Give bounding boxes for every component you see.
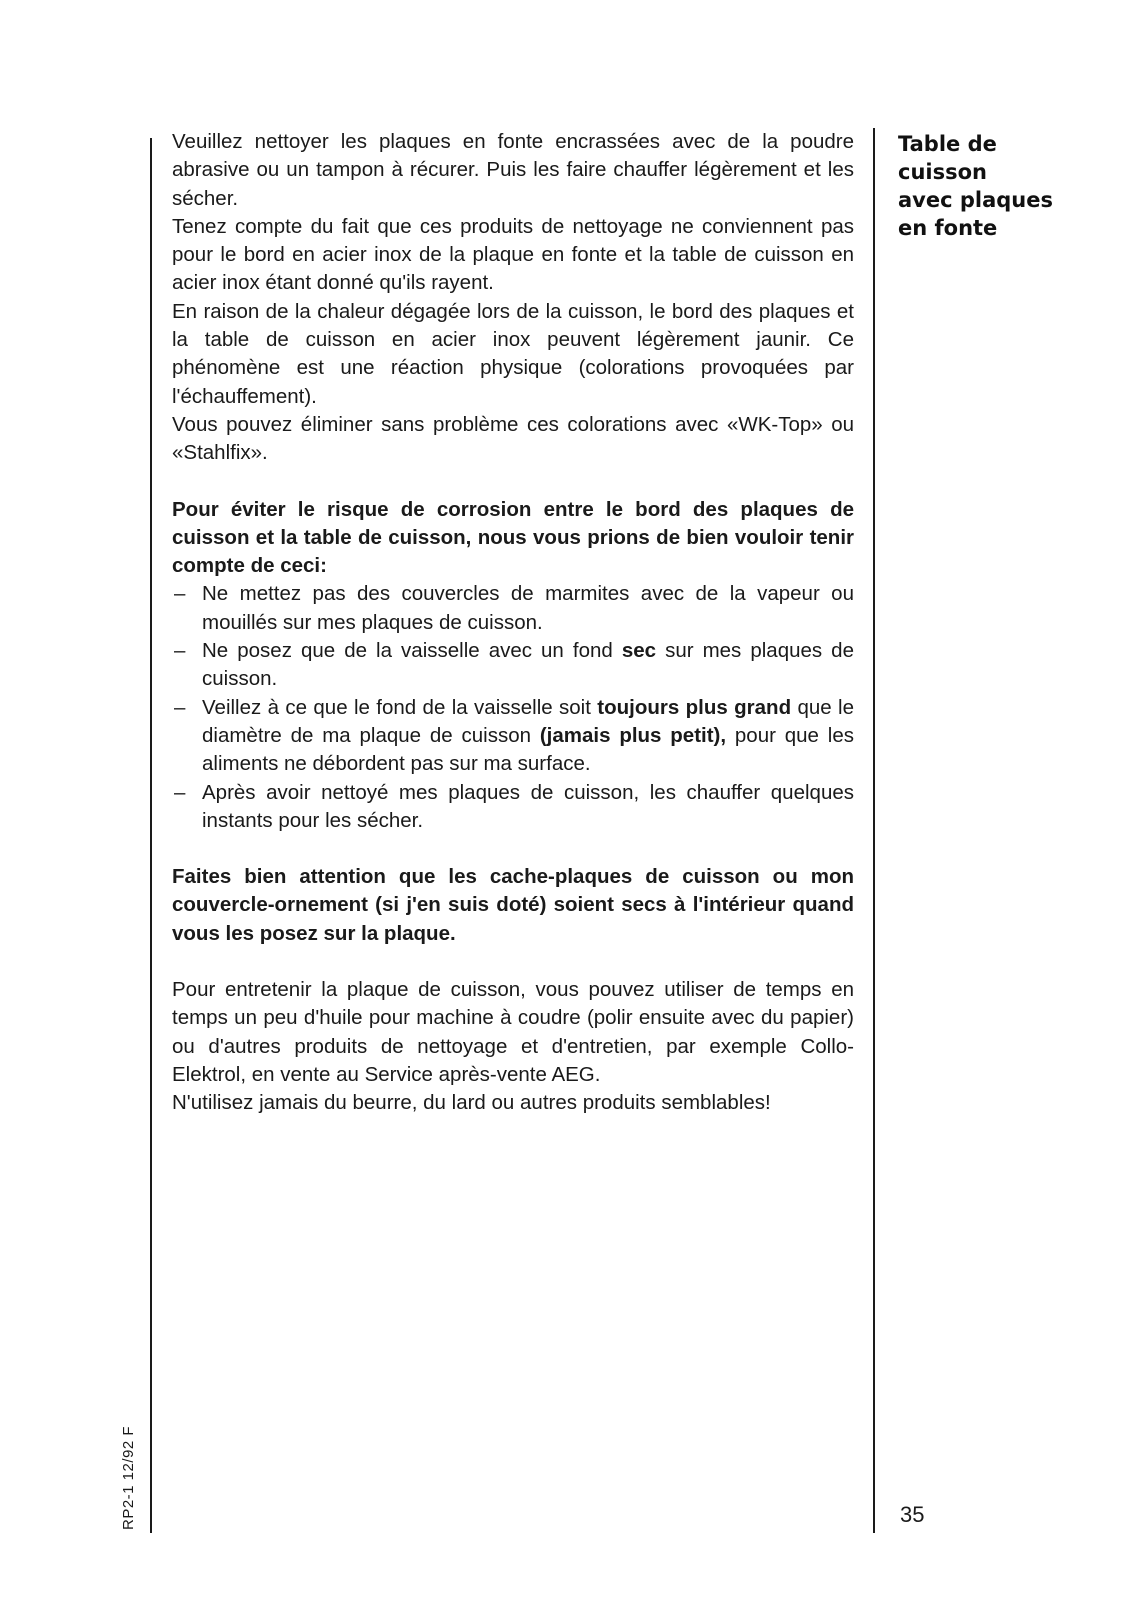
emphasis-always-larger: toujours plus grand [597,695,792,719]
section-heading-line: en fonte [898,216,998,240]
intro-paragraph-1: Veuillez nettoyer les plaques en fonte encrassées avec de la poudre abrasive ou un tampon à récurer. Puis les faire chauffer légèrement et les sécher. [172,130,854,210]
dash-marker: – [174,695,186,719]
left-margin-rule [150,138,152,1533]
main-text-column [172,128,854,1118]
intro-paragraph-4: Vous pouvez éliminer sans problème ces colorations avec «WK-Top» ou «Stahlfix». [172,412,854,465]
intro-paragraph-2: Tenez compte du fait que ces produits de nettoyage ne conviennent pas pour le bord en acier inox de la plaque en fonte et la table de cuisson en acier inox étant donné qu'ils rayent. [172,214,854,295]
right-margin-rule [873,128,875,1533]
corrosion-list [172,580,854,835]
section-heading-line: cuisson [898,160,987,184]
maintenance-warning: N'utilisez jamais du beurre, du lard ou autres produits semblables! [172,1091,771,1115]
maintenance-paragraph: Pour entretenir la plaque de cuisson, vous pouvez utiliser de temps en temps un peu d'huile pour machine à coudre (polir ensuite avec du papier) ou d'autres produits de nettoyage et d'entretien, par exemple Collo-Elektrol, en vente au Service après-vente AEG. [172,978,854,1086]
section-heading [898,130,1098,242]
dash-marker: – [174,639,186,663]
warning-paragraph: Faites bien attention que les cache-plaques de cuisson ou mon couvercle-ornement (si j'en suis doté) soient secs à l'intérieur quand vous les posez sur la plaque. [172,865,854,945]
list-item-text: sur mes plaques de cuisson. [202,639,854,691]
list-item [172,694,854,779]
dash-marker: – [174,582,186,606]
list-item-text: Ne posez que de la vaisselle avec un fond [202,639,622,663]
list-item [172,779,854,836]
page-number: 35 [900,1502,925,1527]
list-item-text: Veillez à ce que le fond de la vaisselle soit [202,695,598,719]
section-heading-line: avec plaques [898,188,1053,212]
document-code: RP2-1 12/92 F [120,1425,137,1530]
list-item-text: Ne mettez pas des couvercles de marmites avec de la vapeur ou mouillés sur mes plaques de cuisson. [202,582,854,634]
list-item-text: que le diamètre de ma plaque de cuisson [202,695,854,747]
list-item [172,580,854,637]
corrosion-heading: Pour éviter le risque de corrosion entre le bord des plaques de cuisson et la table de cuisson, nous vous prions de bien vouloir tenir compte de ceci: [172,497,854,578]
intro-paragraph-3: En raison de la chaleur dégagée lors de la cuisson, le bord des plaques et la table de cuisson en acier inox peuvent légèrement jaunir. Ce phénomène est une réaction physique (colorations provoquées par l'échauffement). [172,299,854,408]
list-item-text: pour que les aliments ne débordent pas sur ma surface. [202,723,854,776]
emphasis-dry: sec [621,639,657,663]
section-heading-line: Table de [898,132,997,156]
list-item-text: Après avoir nettoyé mes plaques de cuisson, les chauffer quelques instants pour les sécher. [202,780,854,832]
list-item [172,637,854,694]
dash-marker: – [174,780,186,804]
emphasis-never-smaller: (jamais plus petit), [539,723,727,747]
